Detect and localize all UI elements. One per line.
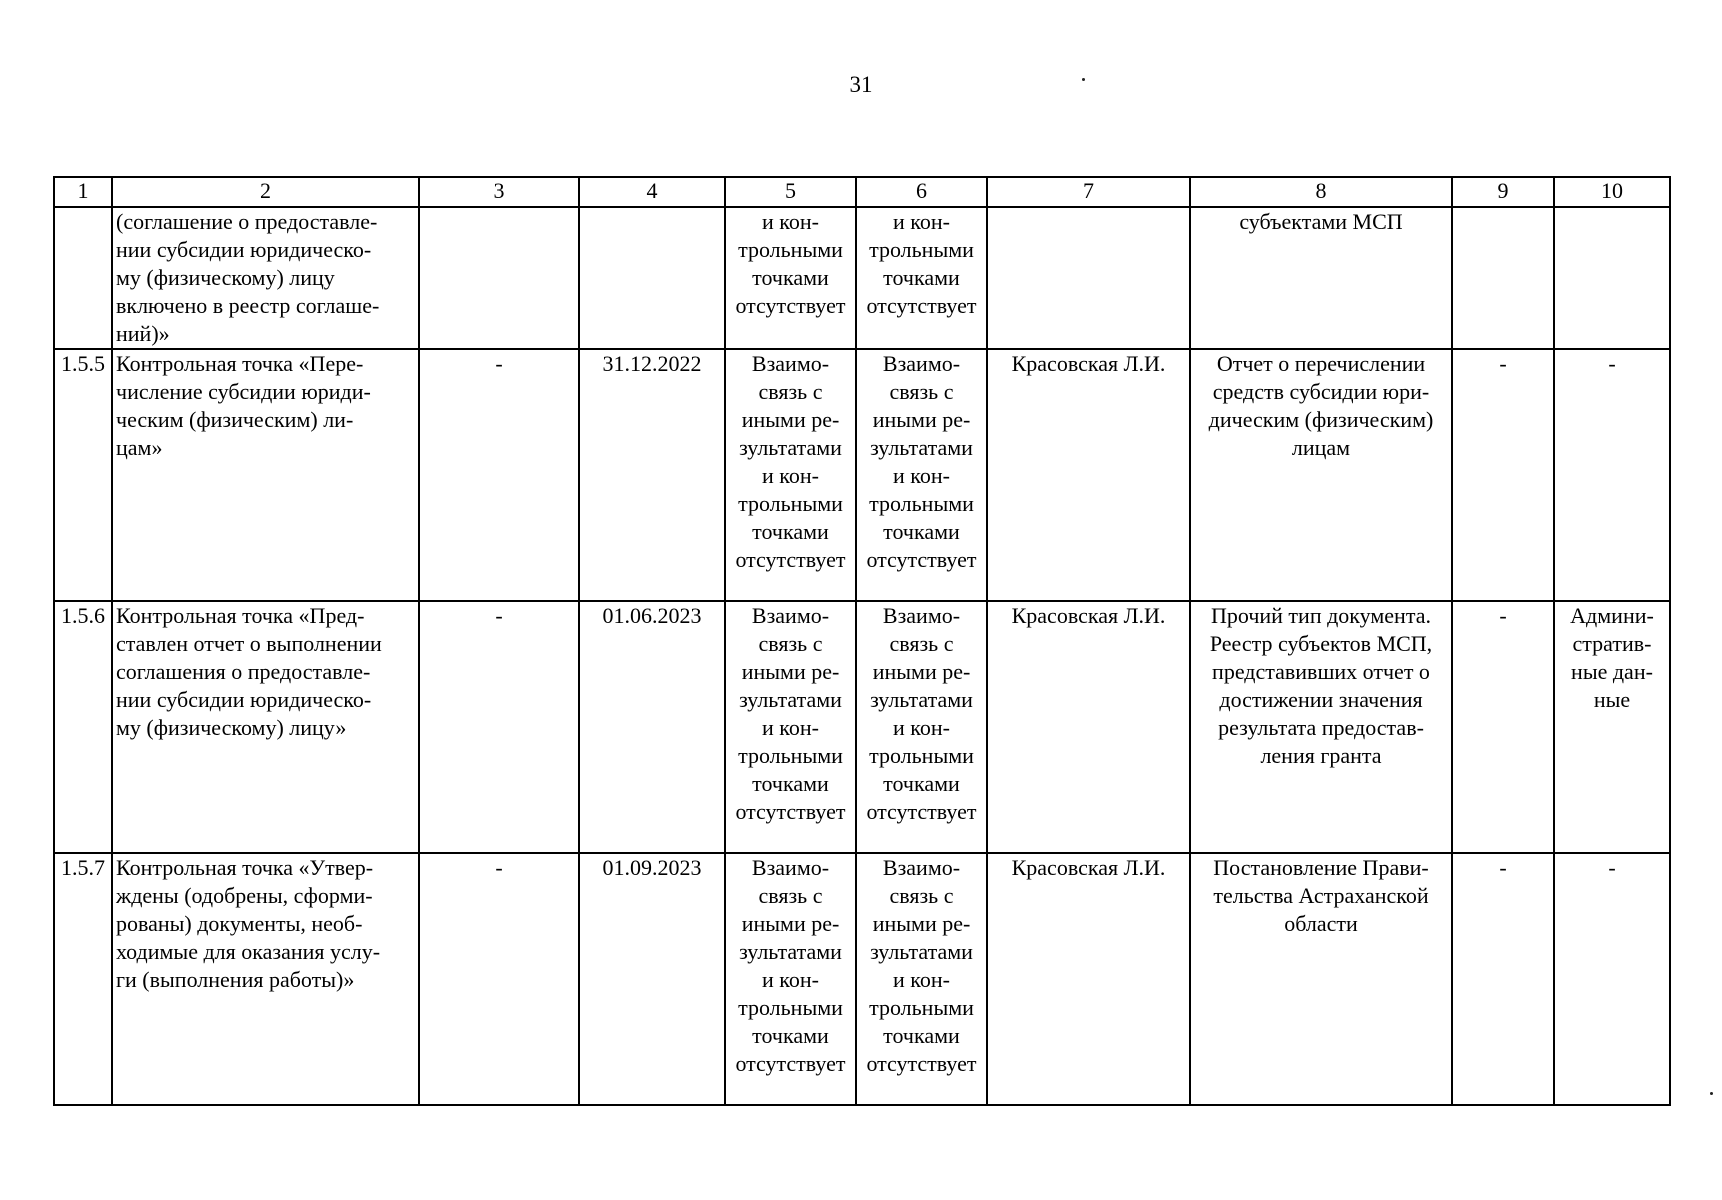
header-cell: 5 [725, 177, 856, 207]
col9-value [1452, 207, 1554, 349]
responsible-person [987, 207, 1190, 349]
relation-next: Взаимо- связь с иными ре- зультатами и кон- трольными точками отсутствует [856, 601, 987, 853]
item-number [54, 207, 112, 349]
col10-value [1554, 207, 1670, 349]
due-date: 01.09.2023 [579, 853, 725, 1105]
header-cell: 7 [987, 177, 1190, 207]
item-number: 1.5.5 [54, 349, 112, 601]
scan-speck [1082, 78, 1085, 81]
header-cell: 4 [579, 177, 725, 207]
table-row [54, 601, 1670, 853]
table-row [54, 349, 1670, 601]
due-date [579, 207, 725, 349]
col10-value: Админи- стратив- ные дан- ные [1554, 601, 1670, 853]
header-row [54, 177, 1670, 207]
page-number: 31 [849, 72, 873, 97]
col3-value: - [419, 349, 579, 601]
header-cell: 3 [419, 177, 579, 207]
control-points-table [53, 176, 1671, 1106]
item-number: 1.5.7 [54, 853, 112, 1105]
item-name: Контрольная точка «Пере- числение субсидии юриди- ческим (физическим) ли- цам» [112, 349, 419, 601]
relation-next: и кон- трольными точками отсутствует [856, 207, 987, 349]
item-number: 1.5.6 [54, 601, 112, 853]
document-type: Постановление Прави- тельства Астраханской области [1190, 853, 1452, 1105]
responsible-person: Красовская Л.И. [987, 601, 1190, 853]
table-row [54, 853, 1670, 1105]
col3-value [419, 207, 579, 349]
relation-next: Взаимо- связь с иными ре- зультатами и кон- трольными точками отсутствует [856, 349, 987, 601]
col3-value: - [419, 601, 579, 853]
item-name: Контрольная точка «Пред- ставлен отчет о выполнении соглашения о предоставле- нии субсидии юридическо- му (физическому) лицу» [112, 601, 419, 853]
col10-value: - [1554, 853, 1670, 1105]
header-cell: 10 [1554, 177, 1670, 207]
due-date: 31.12.2022 [579, 349, 725, 601]
header-cell: 8 [1190, 177, 1452, 207]
header-cell: 1 [54, 177, 112, 207]
due-date: 01.06.2023 [579, 601, 725, 853]
relation-previous: Взаимо- связь с иными ре- зультатами и кон- трольными точками отсутствует [725, 853, 856, 1105]
col10-value: - [1554, 349, 1670, 601]
item-name: Контрольная точка «Утвер- ждены (одобрены, сформи- рованы) документы, необ- ходимые для оказания услу- ги (выполнения работы)» [112, 853, 419, 1105]
responsible-person: Красовская Л.И. [987, 853, 1190, 1105]
document-type: Прочий тип документа. Реестр субъектов МСП, представивших отчет о достижении значения результата предостав- ления гранта [1190, 601, 1452, 853]
header-cell: 9 [1452, 177, 1554, 207]
relation-previous: Взаимо- связь с иными ре- зультатами и кон- трольными точками отсутствует [725, 601, 856, 853]
document-type: субъектами МСП [1190, 207, 1452, 349]
col9-value: - [1452, 601, 1554, 853]
header-cell: 2 [112, 177, 419, 207]
item-name: (соглашение о предоставле- нии субсидии юридическо- му (физическому) лицу включено в реестр соглаше- ний)» [112, 207, 419, 349]
relation-previous: Взаимо- связь с иными ре- зультатами и кон- трольными точками отсутствует [725, 349, 856, 601]
col9-value: - [1452, 853, 1554, 1105]
relation-next: Взаимо- связь с иными ре- зультатами и кон- трольными точками отсутствует [856, 853, 987, 1105]
responsible-person: Красовская Л.И. [987, 349, 1190, 601]
document-type: Отчет о перечислении средств субсидии юри- дическим (физическим) лицам [1190, 349, 1452, 601]
col9-value: - [1452, 349, 1554, 601]
header-cell: 6 [856, 177, 987, 207]
scan-speck [1710, 1092, 1713, 1095]
table-row [54, 207, 1670, 349]
relation-previous: и кон- трольными точками отсутствует [725, 207, 856, 349]
col3-value: - [419, 853, 579, 1105]
